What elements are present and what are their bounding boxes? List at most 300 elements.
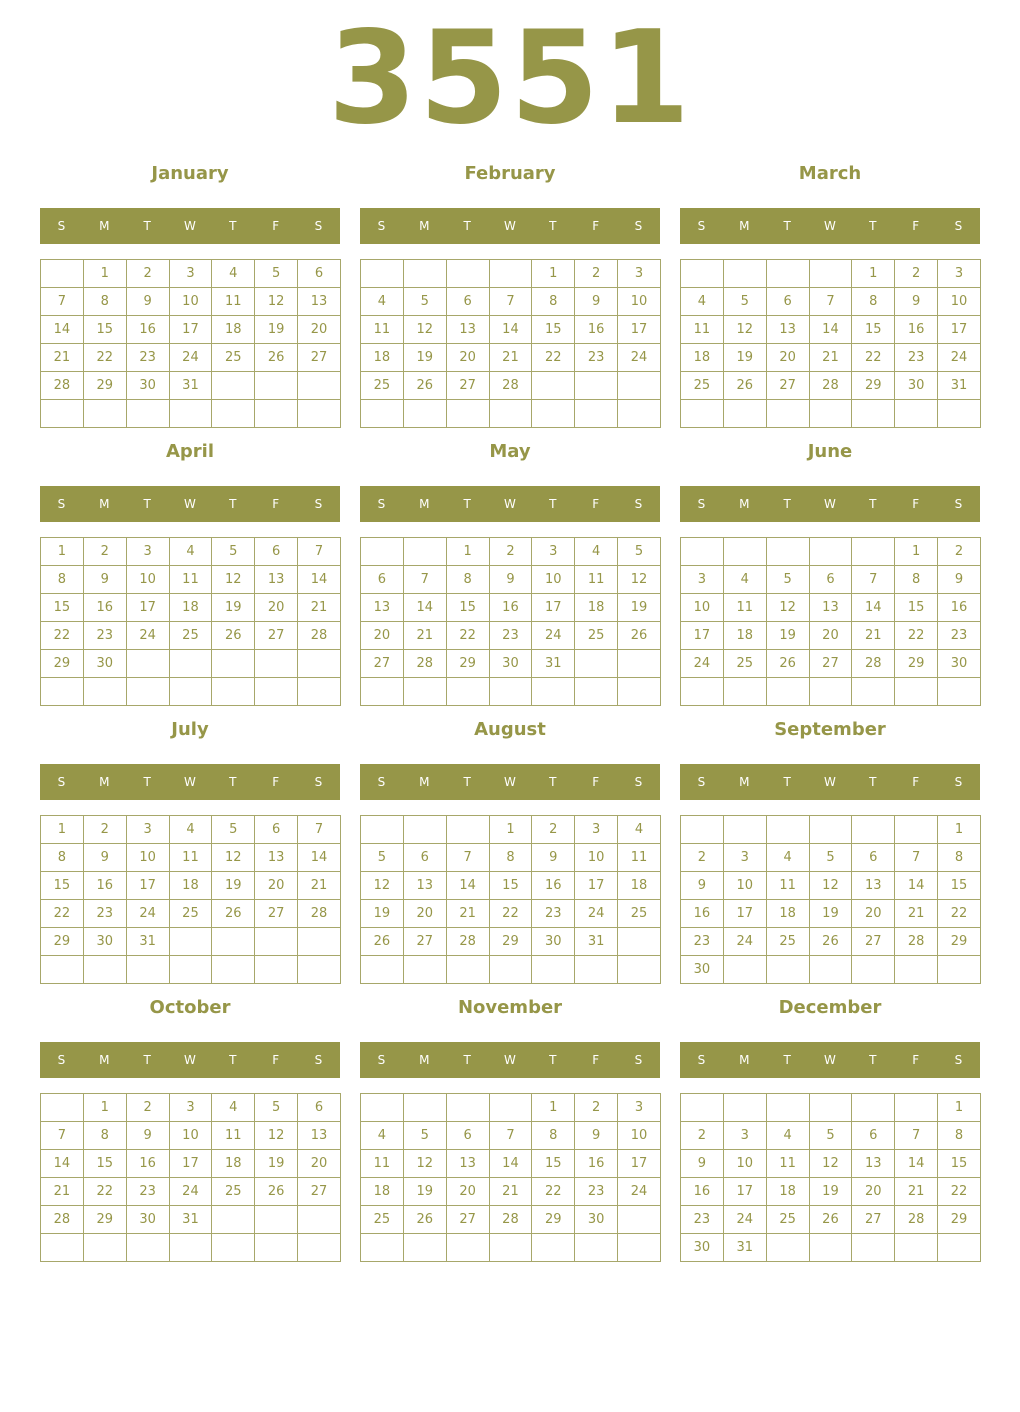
day-cell: 20 (852, 900, 895, 928)
day-cell: 27 (361, 650, 404, 678)
day-cell (212, 372, 255, 400)
day-cell (809, 816, 852, 844)
day-cell: 2 (126, 260, 169, 288)
day-cell: 27 (446, 1206, 489, 1234)
day-cell: 25 (766, 928, 809, 956)
day-cell: 27 (298, 344, 341, 372)
weekday-label: T (463, 219, 471, 233)
month-name: September (774, 719, 886, 740)
day-cell (361, 400, 404, 428)
day-cell: 17 (723, 900, 766, 928)
day-cell (852, 1234, 895, 1262)
day-cell: 16 (489, 594, 532, 622)
weekday-label: M (99, 1053, 110, 1067)
week-row (681, 538, 981, 566)
day-cell: 18 (766, 900, 809, 928)
day-cell: 11 (618, 844, 661, 872)
weekday-label: S (57, 775, 66, 789)
weekday-label: M (419, 775, 430, 789)
day-cell (83, 400, 126, 428)
day-cell: 25 (681, 372, 724, 400)
day-cell (723, 956, 766, 984)
day-cell: 11 (681, 316, 724, 344)
day-grid (40, 1093, 341, 1262)
weekday-label: S (954, 219, 963, 233)
weekday-label: W (824, 1053, 836, 1067)
day-cell: 8 (446, 566, 489, 594)
day-cell: 12 (255, 1122, 298, 1150)
day-cell: 29 (83, 372, 126, 400)
day-cell (255, 956, 298, 984)
day-cell: 15 (41, 872, 84, 900)
day-cell: 26 (212, 900, 255, 928)
day-cell (723, 538, 766, 566)
day-cell (618, 372, 661, 400)
day-cell: 8 (532, 1122, 575, 1150)
day-cell: 16 (126, 1150, 169, 1178)
day-cell: 25 (212, 344, 255, 372)
weekday-label: W (184, 775, 196, 789)
day-cell: 1 (532, 1094, 575, 1122)
day-cell: 1 (41, 816, 84, 844)
day-cell (446, 816, 489, 844)
day-cell: 10 (618, 1122, 661, 1150)
day-cell (255, 678, 298, 706)
day-cell: 16 (681, 900, 724, 928)
day-cell: 1 (41, 538, 84, 566)
day-cell: 26 (809, 1206, 852, 1234)
week-row (681, 400, 981, 428)
day-cell: 1 (938, 1094, 981, 1122)
weekday-header (680, 764, 980, 800)
day-cell: 6 (809, 566, 852, 594)
day-cell (41, 1234, 84, 1262)
day-cell: 7 (41, 1122, 84, 1150)
weekday-label: S (954, 497, 963, 511)
day-cell (618, 400, 661, 428)
day-cell: 5 (403, 1122, 446, 1150)
day-cell: 22 (446, 622, 489, 650)
weekday-label: T (229, 497, 237, 511)
day-cell: 20 (255, 594, 298, 622)
day-cell (212, 1206, 255, 1234)
day-cell: 15 (895, 594, 938, 622)
day-cell: 2 (489, 538, 532, 566)
week-row (41, 1234, 341, 1262)
day-cell: 10 (723, 872, 766, 900)
day-cell: 7 (489, 288, 532, 316)
day-cell: 4 (681, 288, 724, 316)
day-cell (489, 956, 532, 984)
month-name: March (798, 163, 862, 184)
day-cell: 3 (618, 1094, 661, 1122)
day-cell (403, 538, 446, 566)
day-cell: 18 (212, 316, 255, 344)
day-cell: 3 (938, 260, 981, 288)
day-cell: 9 (126, 1122, 169, 1150)
day-cell: 21 (41, 344, 84, 372)
week-row (41, 622, 341, 650)
day-cell: 4 (766, 844, 809, 872)
day-cell: 5 (766, 566, 809, 594)
day-grid (680, 537, 981, 706)
day-cell (852, 400, 895, 428)
day-cell: 24 (169, 344, 212, 372)
weekday-label: T (549, 497, 557, 511)
day-cell (575, 400, 618, 428)
day-cell (809, 538, 852, 566)
day-grid (360, 259, 661, 428)
day-cell: 18 (766, 1178, 809, 1206)
weekday-label: W (824, 775, 836, 789)
weekday-header (40, 486, 340, 522)
day-cell (575, 678, 618, 706)
day-cell (298, 678, 341, 706)
weekday-label: S (314, 1053, 323, 1067)
day-cell (212, 400, 255, 428)
day-cell (618, 1206, 661, 1234)
day-cell (212, 650, 255, 678)
day-cell: 9 (489, 566, 532, 594)
day-cell: 29 (489, 928, 532, 956)
day-cell: 7 (298, 538, 341, 566)
day-cell (681, 816, 724, 844)
weekday-header (680, 486, 980, 522)
day-cell (255, 1234, 298, 1262)
day-cell: 10 (723, 1150, 766, 1178)
day-cell: 10 (681, 594, 724, 622)
weekday-label: T (463, 1053, 471, 1067)
day-cell: 29 (852, 372, 895, 400)
day-cell: 11 (766, 1150, 809, 1178)
day-cell: 1 (895, 538, 938, 566)
week-row (361, 928, 661, 956)
day-cell: 6 (298, 260, 341, 288)
day-cell (895, 816, 938, 844)
day-cell: 11 (723, 594, 766, 622)
year-title: 3551 (327, 4, 693, 153)
week-row (361, 650, 661, 678)
week-row (41, 872, 341, 900)
week-row (361, 844, 661, 872)
weekday-label: M (99, 219, 110, 233)
day-cell (403, 816, 446, 844)
day-cell: 23 (938, 622, 981, 650)
week-row (681, 1178, 981, 1206)
day-cell: 5 (255, 260, 298, 288)
day-cell: 13 (766, 316, 809, 344)
weekday-label: W (184, 497, 196, 511)
day-cell: 23 (575, 1178, 618, 1206)
day-cell: 18 (169, 594, 212, 622)
week-row (41, 594, 341, 622)
day-cell (298, 400, 341, 428)
day-cell (575, 1234, 618, 1262)
day-cell: 12 (255, 288, 298, 316)
day-cell (809, 678, 852, 706)
weekday-label: T (143, 1053, 151, 1067)
day-cell: 10 (126, 566, 169, 594)
day-cell: 21 (298, 872, 341, 900)
day-cell: 22 (83, 344, 126, 372)
week-row (681, 816, 981, 844)
day-cell (809, 260, 852, 288)
day-cell: 13 (255, 566, 298, 594)
day-cell (489, 1234, 532, 1262)
weekday-label: S (314, 497, 323, 511)
month-name: June (807, 441, 853, 462)
week-row (361, 400, 661, 428)
week-row (681, 1122, 981, 1150)
day-cell: 16 (938, 594, 981, 622)
day-cell (41, 260, 84, 288)
day-cell (681, 400, 724, 428)
week-row (361, 288, 661, 316)
day-cell: 6 (403, 844, 446, 872)
weekday-label: T (869, 497, 877, 511)
day-cell: 6 (446, 1122, 489, 1150)
day-cell: 27 (298, 1178, 341, 1206)
month-name: November (457, 997, 563, 1018)
day-cell: 7 (852, 566, 895, 594)
day-cell (895, 1094, 938, 1122)
day-cell: 9 (83, 844, 126, 872)
weekday-label: F (272, 497, 280, 511)
weekday-label: W (504, 497, 516, 511)
week-row (681, 872, 981, 900)
day-cell: 8 (938, 844, 981, 872)
day-cell: 16 (681, 1178, 724, 1206)
week-row (361, 1178, 661, 1206)
day-cell (532, 678, 575, 706)
month-name: August (474, 719, 546, 740)
day-cell: 4 (618, 816, 661, 844)
day-cell: 7 (298, 816, 341, 844)
day-cell: 17 (169, 316, 212, 344)
day-cell: 1 (532, 260, 575, 288)
day-cell: 25 (361, 1206, 404, 1234)
weekday-label: M (739, 1053, 750, 1067)
weekday-label: M (739, 775, 750, 789)
day-cell: 31 (532, 650, 575, 678)
day-cell: 21 (809, 344, 852, 372)
day-cell: 2 (126, 1094, 169, 1122)
day-cell: 20 (298, 316, 341, 344)
day-cell: 24 (126, 622, 169, 650)
day-cell (169, 1234, 212, 1262)
day-cell: 17 (618, 316, 661, 344)
day-cell (766, 816, 809, 844)
weekday-label: S (634, 219, 643, 233)
day-cell: 31 (938, 372, 981, 400)
day-cell: 9 (575, 288, 618, 316)
day-cell: 23 (532, 900, 575, 928)
day-cell: 8 (489, 844, 532, 872)
day-cell: 16 (83, 872, 126, 900)
day-cell: 18 (169, 872, 212, 900)
weekday-label: S (697, 775, 706, 789)
day-cell: 6 (852, 1122, 895, 1150)
day-cell: 1 (83, 260, 126, 288)
day-cell (489, 678, 532, 706)
weekday-label: W (824, 219, 836, 233)
day-cell: 28 (489, 372, 532, 400)
day-cell (489, 400, 532, 428)
week-row (41, 1094, 341, 1122)
day-cell: 30 (83, 650, 126, 678)
day-cell: 30 (575, 1206, 618, 1234)
weekday-label: F (272, 219, 280, 233)
day-cell (298, 956, 341, 984)
day-cell: 4 (361, 1122, 404, 1150)
weekday-label: S (57, 1053, 66, 1067)
day-cell: 20 (852, 1178, 895, 1206)
day-cell: 18 (575, 594, 618, 622)
day-cell: 6 (852, 844, 895, 872)
day-cell (575, 650, 618, 678)
day-cell: 4 (212, 1094, 255, 1122)
day-cell: 14 (41, 316, 84, 344)
day-cell: 26 (809, 928, 852, 956)
day-cell (126, 400, 169, 428)
day-cell: 22 (852, 344, 895, 372)
day-cell (618, 1234, 661, 1262)
day-cell: 15 (938, 872, 981, 900)
day-cell: 29 (895, 650, 938, 678)
week-row (361, 1206, 661, 1234)
day-cell: 13 (446, 1150, 489, 1178)
day-cell (41, 678, 84, 706)
day-cell: 11 (169, 566, 212, 594)
day-cell: 19 (809, 900, 852, 928)
month-name: May (489, 441, 531, 462)
day-cell (361, 816, 404, 844)
day-cell (255, 928, 298, 956)
week-row (41, 678, 341, 706)
day-cell (681, 260, 724, 288)
day-cell: 14 (895, 872, 938, 900)
day-cell: 9 (575, 1122, 618, 1150)
day-cell: 30 (895, 372, 938, 400)
day-cell: 1 (852, 260, 895, 288)
day-cell (766, 678, 809, 706)
day-cell: 22 (41, 900, 84, 928)
week-row (361, 956, 661, 984)
day-cell: 29 (938, 928, 981, 956)
weekday-label: F (592, 775, 600, 789)
day-cell (41, 956, 84, 984)
day-cell: 5 (361, 844, 404, 872)
day-cell: 2 (532, 816, 575, 844)
day-cell: 9 (895, 288, 938, 316)
weekday-label: S (57, 497, 66, 511)
weekday-label: S (377, 1053, 386, 1067)
weekday-label: M (99, 775, 110, 789)
day-cell: 21 (403, 622, 446, 650)
day-cell: 3 (532, 538, 575, 566)
week-row (361, 538, 661, 566)
day-cell: 3 (618, 260, 661, 288)
day-cell: 26 (255, 1178, 298, 1206)
day-cell: 28 (895, 1206, 938, 1234)
day-cell: 17 (126, 872, 169, 900)
day-cell (403, 260, 446, 288)
month-name: January (151, 163, 229, 184)
day-cell: 7 (489, 1122, 532, 1150)
day-cell: 3 (723, 1122, 766, 1150)
day-cell: 26 (255, 344, 298, 372)
day-cell: 7 (446, 844, 489, 872)
day-cell: 17 (169, 1150, 212, 1178)
day-cell (212, 928, 255, 956)
week-row (681, 1206, 981, 1234)
day-cell (618, 650, 661, 678)
week-row (41, 650, 341, 678)
week-row (361, 566, 661, 594)
day-cell: 22 (938, 1178, 981, 1206)
week-row (681, 1094, 981, 1122)
day-cell: 10 (126, 844, 169, 872)
weekday-label: T (783, 497, 791, 511)
day-cell: 20 (766, 344, 809, 372)
day-cell: 15 (41, 594, 84, 622)
day-cell: 26 (361, 928, 404, 956)
week-row (41, 1206, 341, 1234)
day-cell: 18 (681, 344, 724, 372)
day-cell: 30 (126, 1206, 169, 1234)
day-cell: 27 (852, 928, 895, 956)
day-cell: 28 (298, 622, 341, 650)
day-cell: 23 (126, 344, 169, 372)
day-cell: 3 (575, 816, 618, 844)
day-cell: 5 (618, 538, 661, 566)
day-cell (169, 928, 212, 956)
week-row (41, 1178, 341, 1206)
day-cell: 7 (41, 288, 84, 316)
month-name: December (778, 997, 882, 1018)
weekday-label: M (99, 497, 110, 511)
weekday-label: T (143, 497, 151, 511)
day-cell: 6 (766, 288, 809, 316)
day-cell: 6 (255, 538, 298, 566)
day-cell: 3 (126, 538, 169, 566)
day-cell (83, 1234, 126, 1262)
day-cell: 24 (126, 900, 169, 928)
weekday-label: W (824, 497, 836, 511)
day-cell: 23 (126, 1178, 169, 1206)
day-grid (360, 1093, 661, 1262)
weekday-label: T (549, 1053, 557, 1067)
week-row (361, 372, 661, 400)
week-row (41, 1122, 341, 1150)
day-cell: 26 (766, 650, 809, 678)
weekday-label: S (634, 1053, 643, 1067)
day-cell: 24 (681, 650, 724, 678)
day-cell (403, 1094, 446, 1122)
day-cell (809, 1234, 852, 1262)
day-cell: 30 (681, 1234, 724, 1262)
day-cell: 31 (723, 1234, 766, 1262)
day-cell: 14 (489, 316, 532, 344)
day-cell: 25 (723, 650, 766, 678)
day-cell (403, 1234, 446, 1262)
day-cell: 8 (895, 566, 938, 594)
day-cell: 9 (532, 844, 575, 872)
day-cell: 4 (575, 538, 618, 566)
day-cell: 28 (403, 650, 446, 678)
day-cell (766, 260, 809, 288)
day-cell: 7 (895, 1122, 938, 1150)
